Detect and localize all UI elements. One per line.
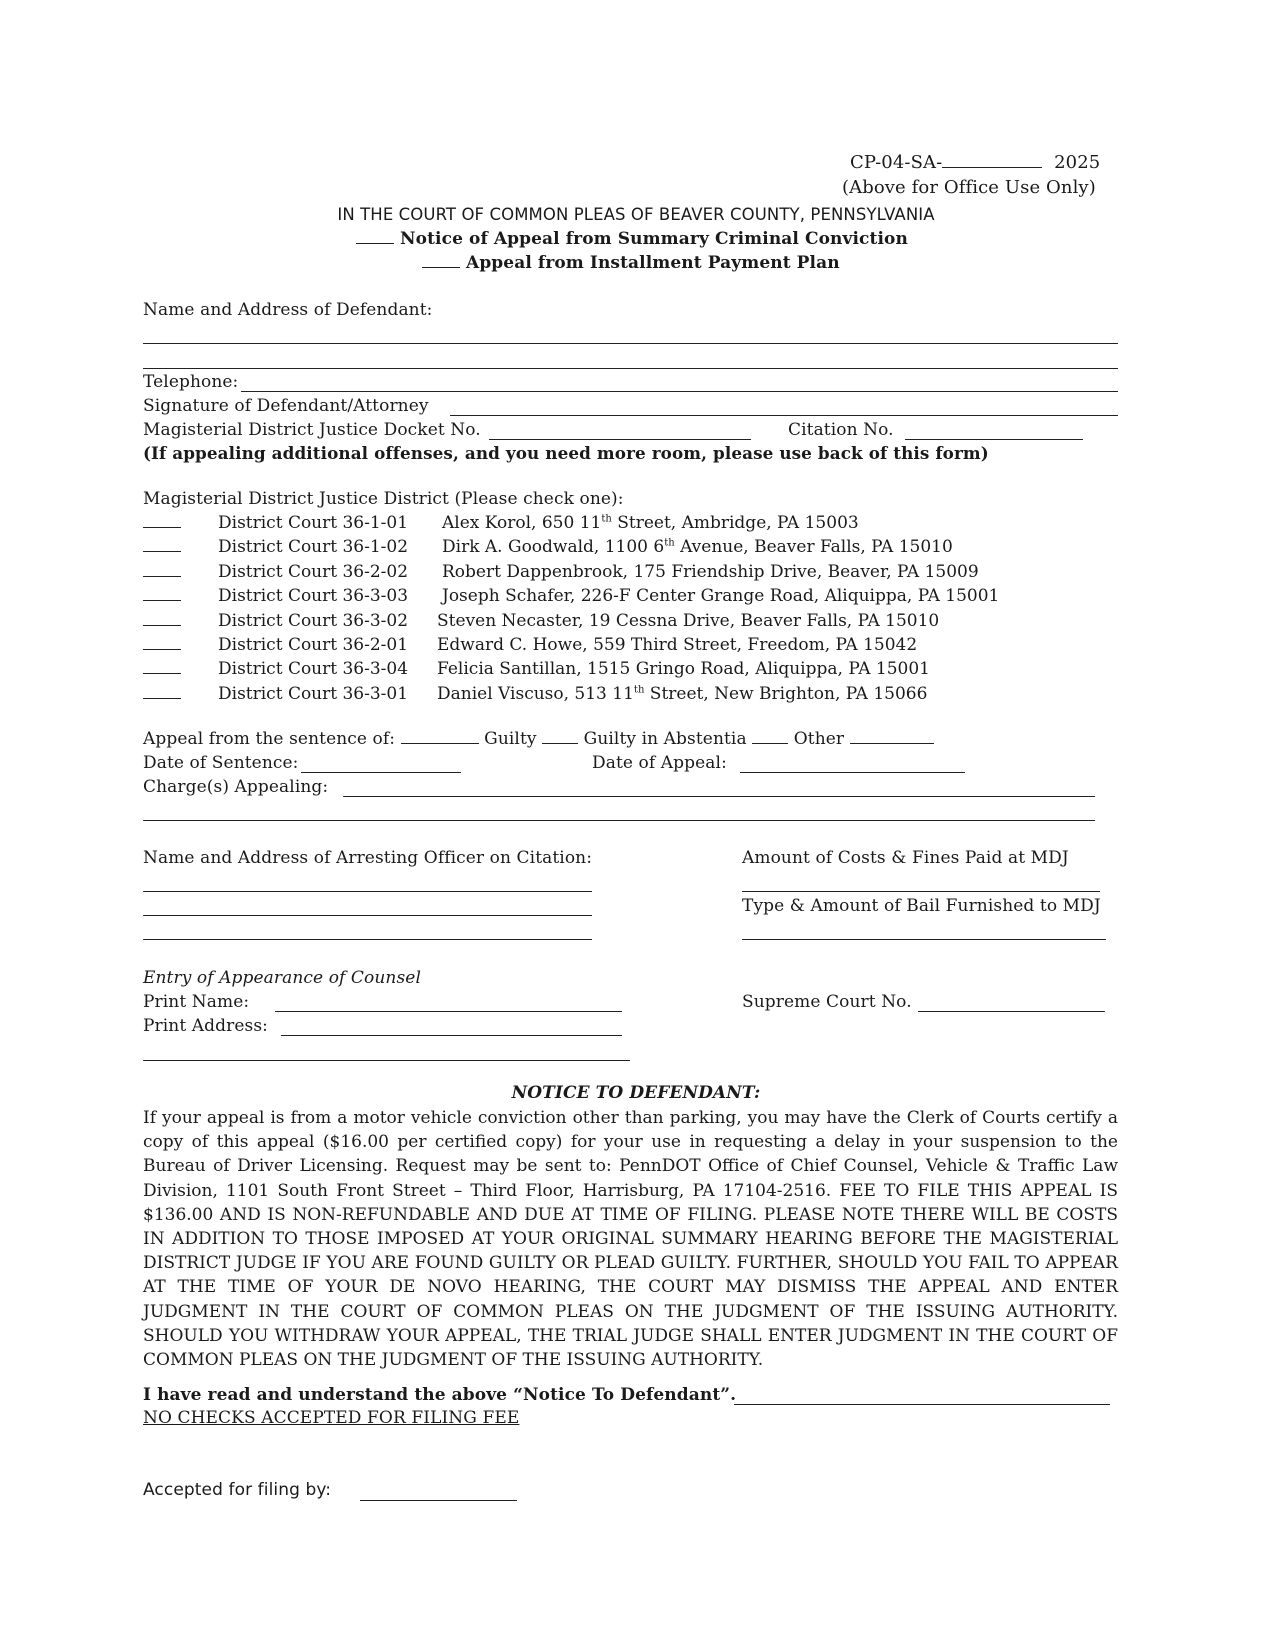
signature-label: Signature of Defendant/Attorney: [143, 396, 429, 416]
option1-check[interactable]: [356, 228, 394, 244]
ordinal-suffix: th: [601, 513, 612, 525]
accepted-by-label: Accepted for filing by:: [143, 1480, 332, 1500]
district-judge-address: [442, 513, 859, 533]
judge-address-part: Steven Necaster, 19 Cessna Drive, Beaver Falls, PA 15010: [437, 610, 940, 631]
district-court-name: District Court 36-1-01: [218, 513, 409, 533]
district-judge-address: [437, 659, 930, 679]
costs-field[interactable]: [742, 891, 1100, 892]
district-court-name: District Court 36-3-04: [218, 659, 409, 680]
officer-line-1[interactable]: [143, 891, 592, 892]
guilty-absentia-check[interactable]: [752, 728, 788, 744]
district-check[interactable]: [143, 625, 181, 626]
judge-address-part: Dirk A. Goodwald, 1100 6: [442, 537, 665, 558]
district-judge-address: [442, 562, 979, 582]
option-installment-plan: [422, 252, 840, 273]
docket-field[interactable]: [489, 439, 751, 440]
officer-line-2[interactable]: [143, 915, 592, 916]
citation-label: Citation No.: [788, 420, 894, 440]
option-summary-conviction: [356, 228, 908, 249]
print-address-field[interactable]: [281, 1035, 622, 1036]
district-judge-address: [442, 586, 999, 606]
counsel-heading: Entry of Appearance of Counsel: [143, 968, 421, 988]
charges-field-2[interactable]: [143, 820, 1095, 821]
supreme-court-label: Supreme Court No.: [742, 992, 912, 1012]
court-title: IN THE COURT OF COMMON PLEAS OF BEAVER COUNTY, PENNSYLVANIA: [337, 205, 935, 224]
judge-address-rest: Street, Ambridge, PA 15003: [611, 513, 859, 533]
defendant-label: Name and Address of Defendant:: [143, 300, 433, 320]
district-judge-address: [437, 684, 927, 704]
no-checks-notice: NO CHECKS ACCEPTED FOR FILING FEE: [143, 1408, 520, 1428]
acknowledge-text: I have read and understand the above “Notice To Defendant”.: [143, 1385, 737, 1405]
notice-heading: NOTICE TO DEFENDANT:: [511, 1083, 761, 1103]
district-label: Magisterial District Justice District (Please check one):: [143, 489, 624, 509]
additional-offenses-note: (If appealing additional offenses, and you need more room, please use back of this form): [143, 443, 989, 463]
district-check[interactable]: [143, 527, 181, 528]
case-number-blank[interactable]: [942, 152, 1042, 168]
other-check[interactable]: [850, 728, 934, 744]
appeal-sentence-label: Appeal from the sentence of:: [143, 729, 396, 749]
accepted-by-field[interactable]: [360, 1500, 517, 1501]
charges-label: Charge(s) Appealing:: [143, 777, 329, 797]
other-label: Other: [793, 729, 845, 749]
case-prefix: CP-04-SA-: [850, 152, 943, 173]
date-appeal-label: Date of Appeal:: [592, 753, 727, 773]
district-court-name: District Court 36-1-02: [218, 537, 409, 558]
officer-line-3[interactable]: [143, 939, 592, 940]
print-name-field[interactable]: [275, 1011, 622, 1012]
district-check[interactable]: [143, 576, 181, 577]
citation-field[interactable]: [905, 439, 1083, 440]
appeal-sentence-row: [143, 728, 934, 749]
telephone-field[interactable]: [241, 391, 1118, 392]
district-court-name: District Court 36-2-02: [218, 561, 409, 582]
date-sentence-label: Date of Sentence:: [143, 753, 299, 773]
defendant-line-1[interactable]: [143, 343, 1118, 344]
bail-label: Type & Amount of Bail Furnished to MDJ: [742, 896, 1101, 916]
telephone-label: Telephone:: [143, 372, 239, 392]
district-court-name: District Court 36-3-02: [218, 610, 409, 631]
district-check[interactable]: [143, 600, 181, 601]
case-number: [850, 152, 1100, 173]
option1-label: Notice of Appeal from Summary Criminal Conviction: [400, 229, 908, 249]
date-sentence-field[interactable]: [301, 772, 461, 773]
print-name-label: Print Name:: [143, 992, 250, 1012]
charges-field[interactable]: [343, 796, 1095, 797]
defendant-line-2[interactable]: [143, 368, 1118, 369]
case-year: 2025: [1054, 152, 1101, 173]
judge-address-rest: Street, New Brighton, PA 15066: [644, 683, 928, 704]
district-court-name: District Court 36-3-01: [218, 683, 409, 704]
ordinal-suffix: th: [664, 537, 675, 549]
judge-address-part: Robert Dappenbrook, 175 Friendship Drive, Beaver, PA 15009: [442, 561, 979, 582]
district-check[interactable]: [143, 698, 181, 699]
option2-label: Appeal from Installment Payment Plan: [466, 253, 840, 273]
judge-address-part: Alex Korol, 650 11: [442, 513, 602, 533]
option2-check[interactable]: [422, 252, 460, 268]
guilty-label: Guilty: [484, 729, 537, 749]
judge-address-rest: Avenue, Beaver Falls, PA 15010: [674, 537, 953, 558]
guilty-check[interactable]: [542, 728, 578, 744]
judge-address-part: Joseph Schafer, 226-F Center Grange Road, Aliquippa, PA 15001: [442, 586, 1000, 607]
district-check[interactable]: [143, 649, 181, 650]
costs-label: Amount of Costs & Fines Paid at MDJ: [742, 848, 1069, 868]
appeal-sentence-blank[interactable]: [401, 728, 479, 744]
district-judge-address: [437, 611, 939, 631]
district-check[interactable]: [143, 673, 181, 674]
office-use-note: (Above for Office Use Only): [842, 177, 1096, 198]
print-address-label: Print Address:: [143, 1016, 268, 1036]
supreme-court-field[interactable]: [918, 1011, 1105, 1012]
notice-body: If your appeal is from a motor vehicle conviction other than parking, you may have the Clerk of Courts certify a copy of this appeal ($16.00 per certified copy) for your use in requesting a delay in your suspension to the Bureau of Driver Licensing. Request may be sent to: PennDOT Office of Chief Counsel, Vehicle & Traffic Law Division, 1101 South Front Street – Third Floor, Harrisburg, PA 17104-2516. FEE TO FILE THIS APPEAL IS $136.00 AND IS NON-REFUNDABLE AND DUE AT TIME OF FILING. PLEASE NOTE THERE WILL BE COSTS IN ADDITION TO THOSE IMPOSED AT YOUR ORIGINAL SUMMARY HEARING BEFORE THE MAGISTERIAL DISTRICT JUDGE IF YOU ARE FOUND GUILTY OR PLEAD GUILTY. FURTHER, SHOULD YOU FAIL TO APPEAR AT THE TIME OF YOUR DE NOVO HEARING, THE COURT MAY DISMISS THE APPEAL AND ENTER JUDGMENT IN THE COURT OF COMMON PLEAS ON THE JUDGMENT OF THE ISSUING AUTHORITY. SHOULD YOU WITHDRAW YOUR APPEAL, THE TRIAL JUDGE SHALL ENTER JUDGMENT IN THE COURT OF COMMON PLEAS ON THE JUDGMENT OF THE ISSUING AUTHORITY.: [143, 1108, 1118, 1371]
print-address-field-2[interactable]: [143, 1060, 630, 1061]
docket-label: Magisterial District Justice Docket No.: [143, 420, 481, 440]
ordinal-suffix: th: [633, 684, 645, 696]
signature-field[interactable]: [450, 415, 1118, 416]
officer-label: Name and Address of Arresting Officer on Citation:: [143, 848, 593, 868]
acknowledge-signature[interactable]: [734, 1404, 1110, 1405]
bail-field[interactable]: [742, 939, 1106, 940]
district-court-name: District Court 36-2-01: [218, 635, 409, 655]
district-check[interactable]: [143, 551, 181, 552]
date-appeal-field[interactable]: [740, 772, 965, 773]
district-judge-address: [442, 537, 953, 557]
judge-address-part: Daniel Viscuso, 513 11: [437, 683, 634, 704]
guilty-absentia-label: Guilty in Abstentia: [583, 729, 747, 749]
judge-address-part: Felicia Santillan, 1515 Gringo Road, Aliquippa, PA 15001: [437, 659, 930, 680]
district-judge-address: [437, 635, 917, 655]
district-court-name: District Court 36-3-03: [218, 586, 409, 607]
judge-address-part: Edward C. Howe, 559 Third Street, Freedom, PA 15042: [437, 635, 918, 655]
